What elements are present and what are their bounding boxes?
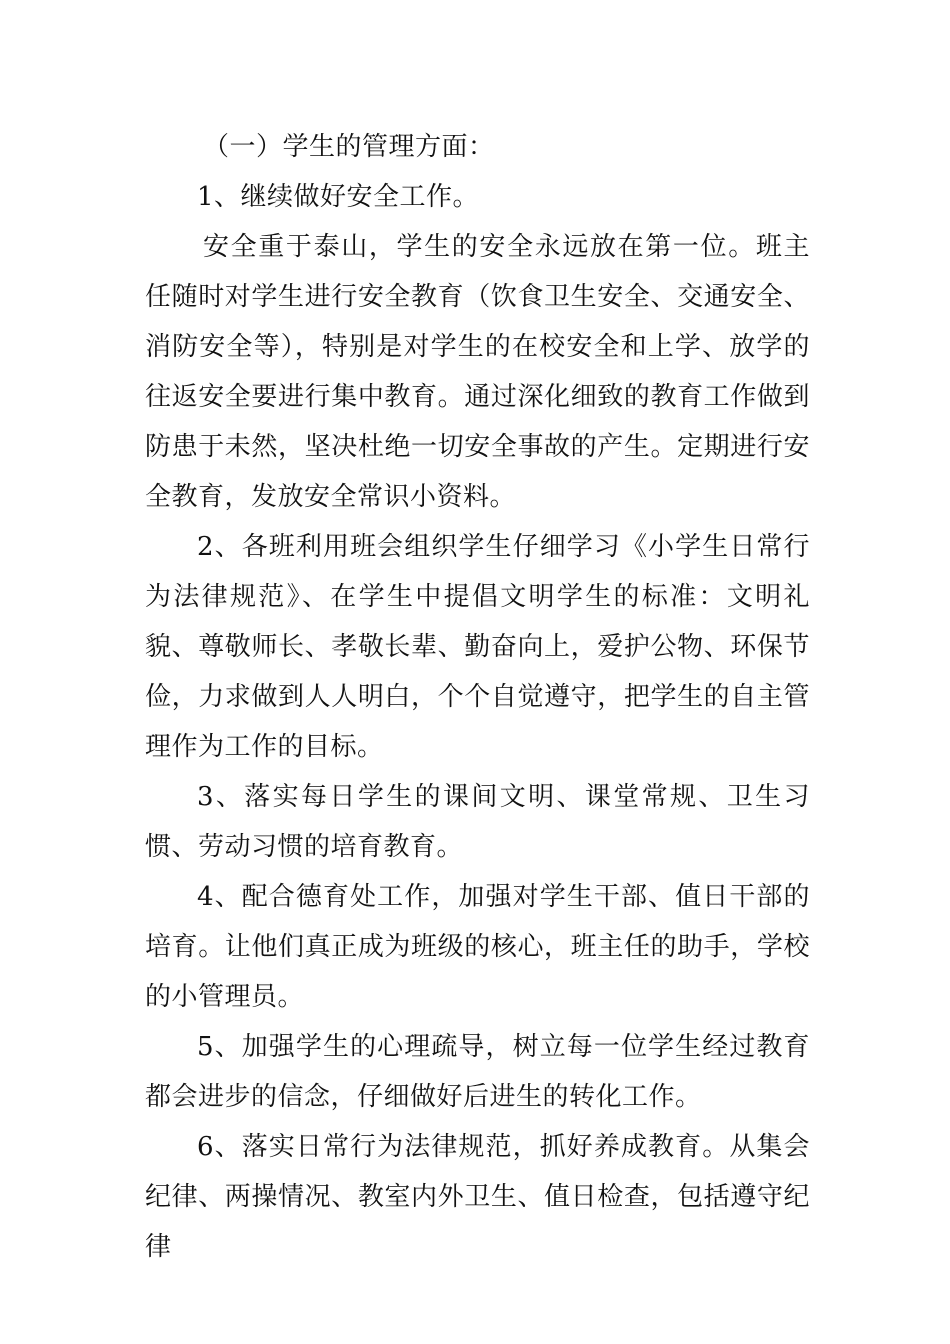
document-body — [145, 122, 810, 1272]
item-2-paragraph: 2、各班利用班会组织学生仔细学习《小学生日常行为法律规范》、在学生中提倡文明学生的标准：文明礼貌、尊敬师长、孝敬长辈、勤奋向上，爱护公物、环保节俭，力求做到人人明白，个个自觉遵守，把学生的自主管理作为工作的目标。 — [145, 532, 810, 762]
item-6-paragraph: 6、落实日常行为法律规范，抓好养成教育。从集会纪律、两操情况、教室内外卫生、值日检查，包括遵守纪律 — [145, 1132, 810, 1262]
item-1-title: 1、继续做好安全工作。 — [197, 182, 480, 212]
item-1-body: 安全重于泰山，学生的安全永远放在第一位。班主任随时对学生进行安全教育（饮食卫生安全、交通安全、消防安全等），特别是对学生的在校安全和上学、放学的往返安全要进行集中教育。通过深化细致的教育工作做到防患于未然，坚决杜绝一切安全事故的产生。定期进行安全教育，发放安全常识小资料。 — [145, 232, 810, 512]
item-4-paragraph: 4、配合德育处工作，加强对学生干部、值日干部的培育。让他们真正成为班级的核心，班主任的助手，学校的小管理员。 — [145, 882, 810, 1012]
item-5-paragraph: 5、加强学生的心理疏导，树立每一位学生经过教育都会进步的信念，仔细做好后进生的转化工作。 — [145, 1032, 810, 1112]
section-heading: （一）学生的管理方面： — [203, 132, 495, 162]
item-3-paragraph: 3、落实每日学生的课间文明、课堂常规、卫生习惯、劳动习惯的培育教育。 — [145, 782, 810, 862]
